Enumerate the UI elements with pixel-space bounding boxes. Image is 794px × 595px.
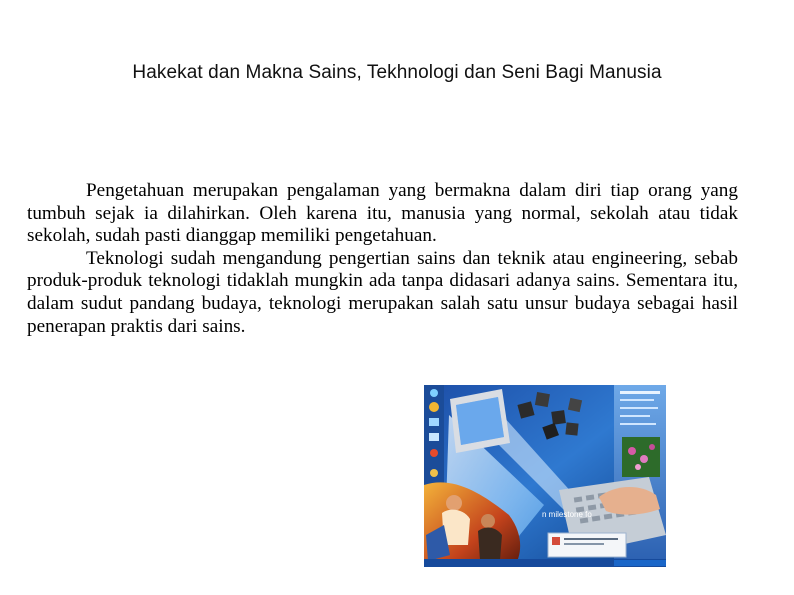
technology-collage-image (424, 385, 666, 567)
slide-title: Hakekat dan Makna Sains, Tekhnologi dan Seni Bagi Manusia (132, 62, 662, 83)
paragraph-teknologi: Teknologi sudah mengandung pengertian sains dan teknik atau engineering, sebab produk-produk teknologi tidaklah mungkin ada tanpa didasari adanya sains. Sementara itu, dalam sudut pandang budaya, teknologi merupakan salah satu unsur budaya sebagai hasil penerapan praktis dari sains. (27, 247, 738, 337)
paragraph-pengetahuan: Pengetahuan merupakan pengalaman yang bermakna dalam diri tiap orang yang tumbuh sejak ia dilahirkan. Oleh karena itu, manusia yang normal, sekolah atau tidak sekolah, sudah pasti dianggap memiliki pengetahuan. (27, 180, 738, 247)
body-text (27, 180, 738, 338)
collage-caption: n milestone fo (542, 510, 592, 519)
monitor-shape (450, 389, 510, 453)
